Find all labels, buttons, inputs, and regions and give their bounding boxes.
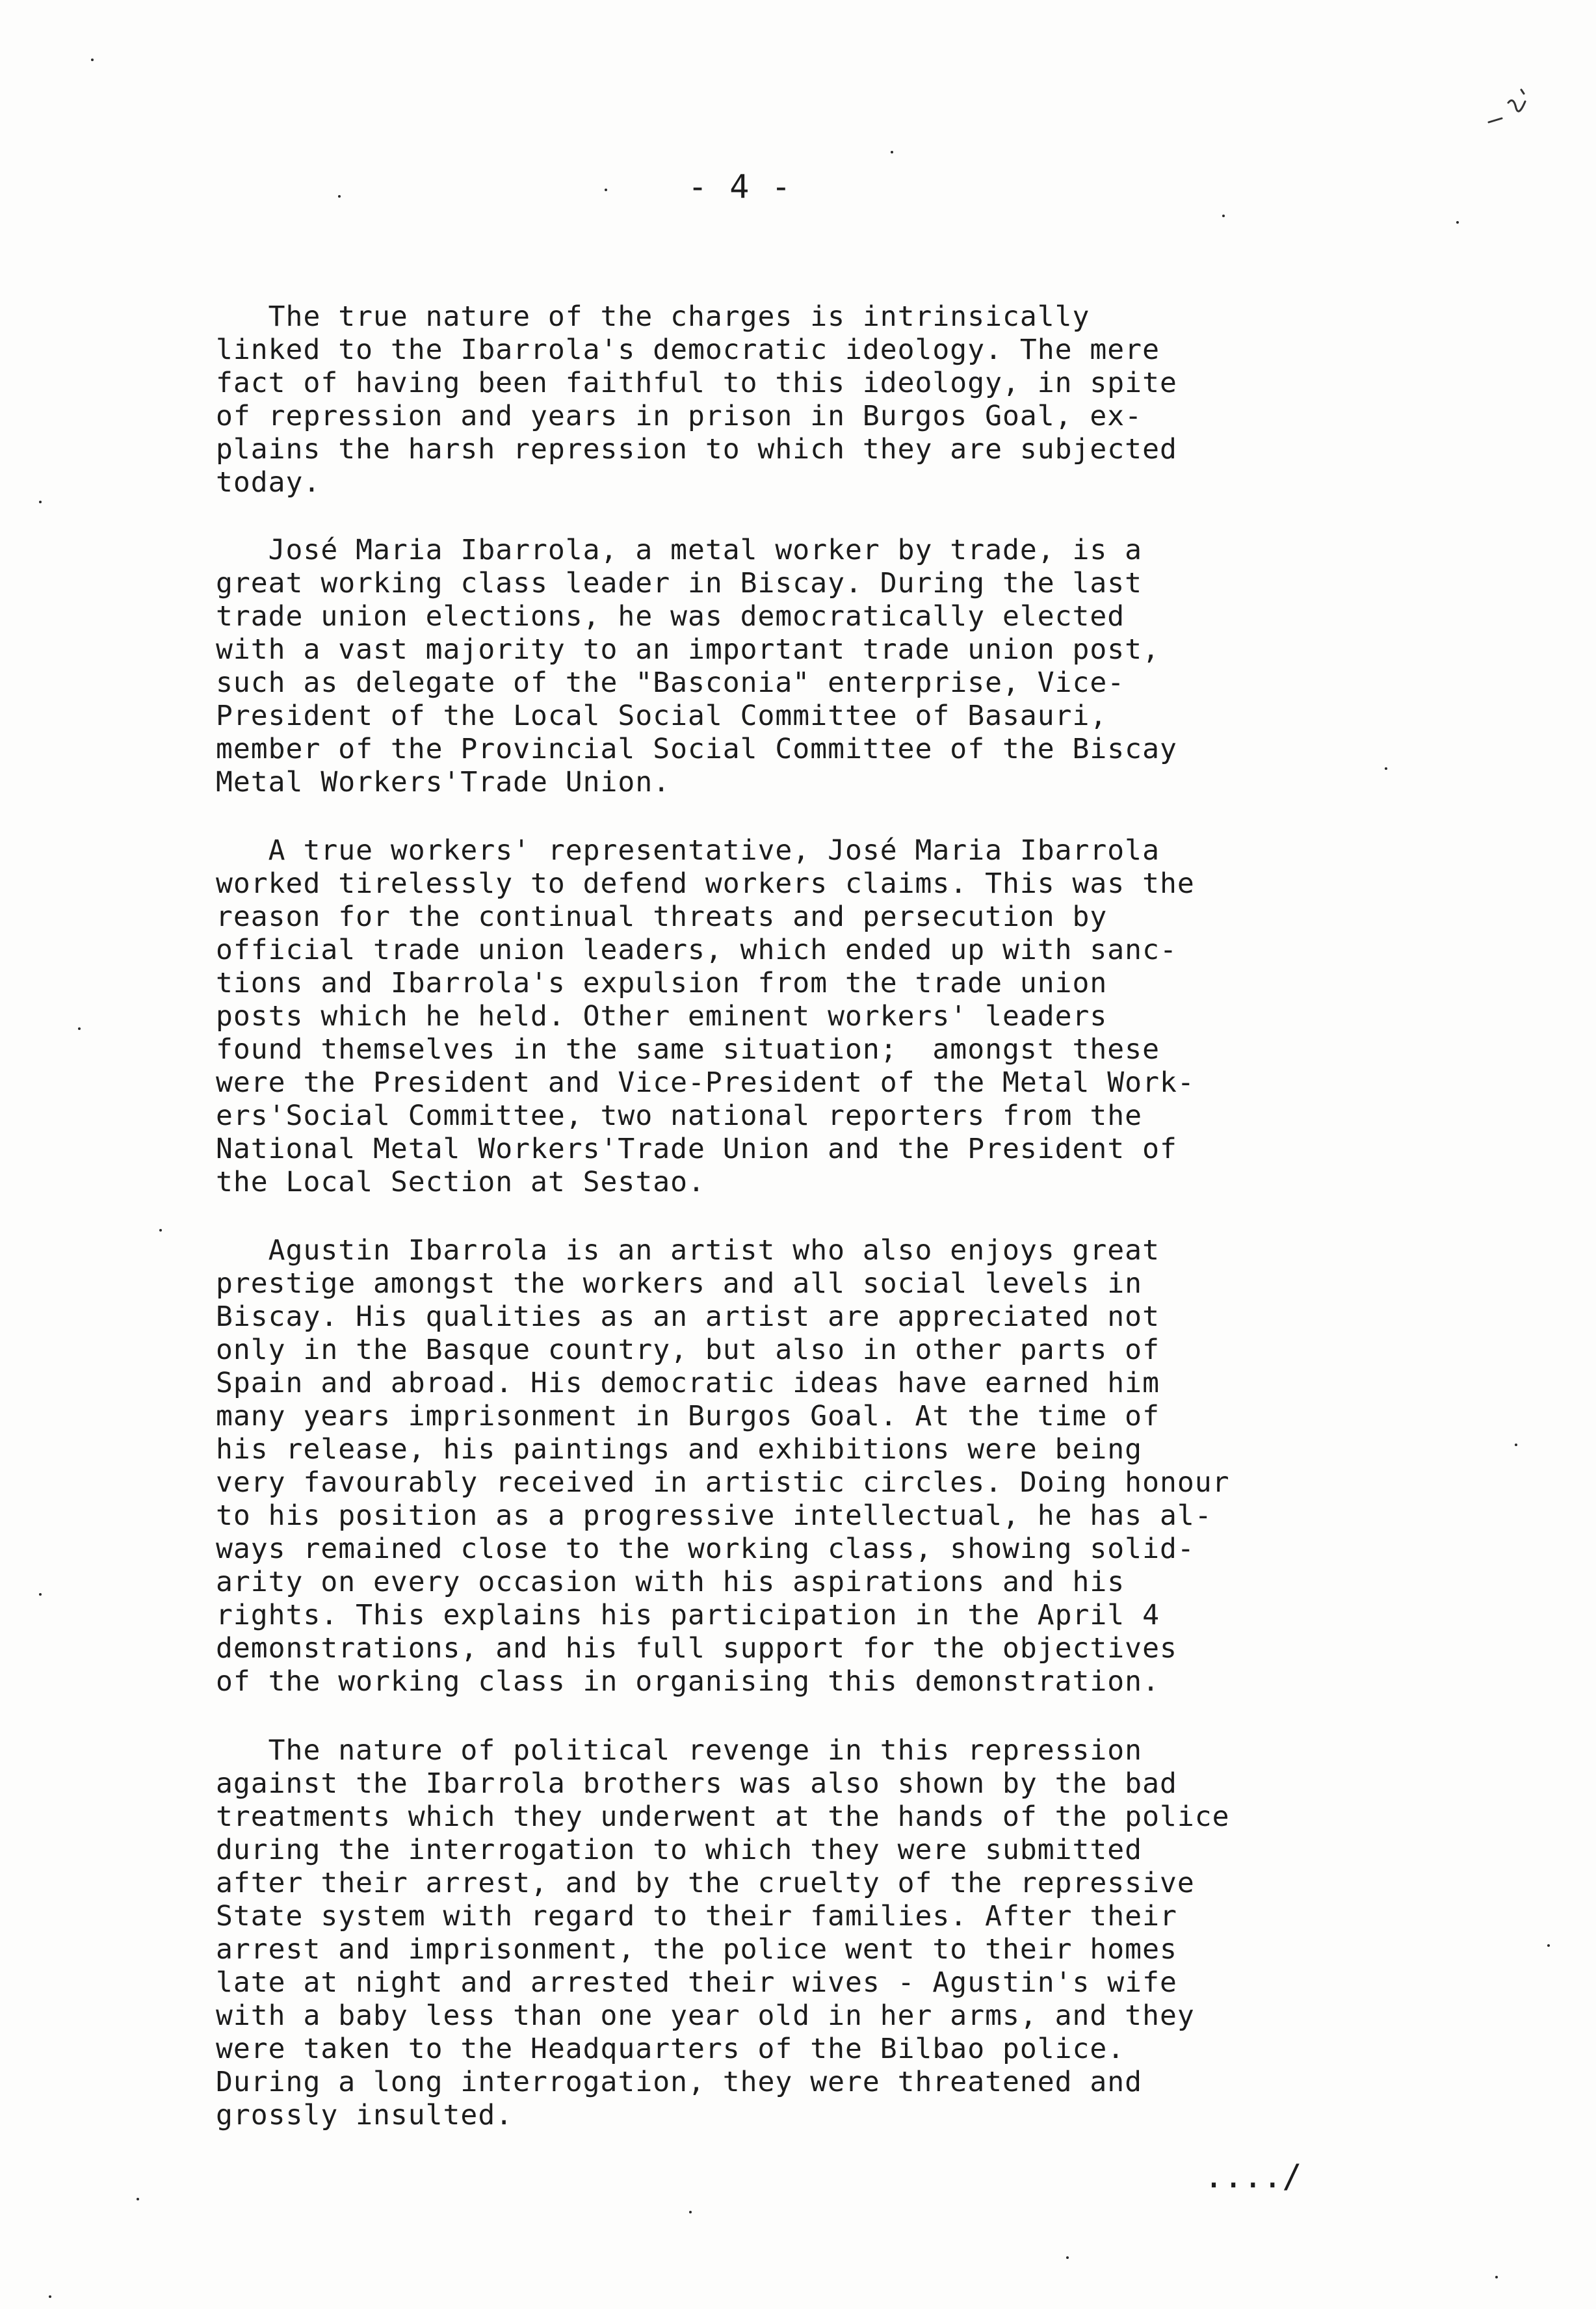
photocopy-speck [1385, 767, 1387, 770]
text-line: trade union elections, he was democratically elected [216, 600, 1125, 633]
text-line: during the interrogation to which they were submitted [216, 1834, 1143, 1866]
text-line: The true nature of the charges is intrinsically [216, 300, 1090, 333]
text-line: after their arrest, and by the cruelty of the repressive [216, 1867, 1195, 1899]
photocopy-speck [91, 59, 94, 61]
text-line: Agustin Ibarrola is an artist who also enjoys great [216, 1234, 1160, 1267]
text-line: State system with regard to their families. After their [216, 1900, 1177, 1933]
text-line: President of the Local Social Committee of Basauri, [216, 700, 1108, 732]
text-line: Biscay. His qualities as an artist are appreciated not [216, 1300, 1160, 1333]
photocopy-speck [159, 1229, 162, 1232]
paragraph-charges [216, 300, 1386, 499]
text-line: ways remained close to the working class, showing solid- [216, 1533, 1195, 1565]
text-line: his release, his paintings and exhibitions were being [216, 1433, 1143, 1466]
photocopy-speck [1495, 2276, 1498, 2278]
paragraph-workers-representative [216, 834, 1386, 1199]
text-line: treatments which they underwent at the hands of the police [216, 1801, 1230, 1833]
text-line: very favourably received in artistic circles. Doing honour [216, 1466, 1230, 1499]
text-line: only in the Basque country, but also in other parts of [216, 1334, 1160, 1366]
text-line: demonstrations, and his full support for the objectives [216, 1632, 1177, 1665]
photocopy-speck [338, 195, 341, 198]
text-line: arrest and imprisonment, the police went to their homes [216, 1933, 1177, 1966]
text-line: posts which he held. Other eminent workers' leaders [216, 1000, 1108, 1033]
text-line: Metal Workers'Trade Union. [216, 766, 671, 798]
text-line: arity on every occasion with his aspirations and his [216, 1566, 1125, 1598]
photocopy-speck [39, 1593, 42, 1596]
text-line: were taken to the Headquarters of the Bilbao police. [216, 2033, 1125, 2065]
text-line: The nature of political revenge in this repression [216, 1734, 1143, 1767]
photocopy-speck [1222, 215, 1225, 217]
text-line: today. [216, 466, 321, 499]
photocopy-speck [49, 2295, 51, 2298]
text-line: worked tirelessly to defend workers claims. This was the [216, 867, 1195, 900]
handwritten-mark-icon [1482, 77, 1541, 135]
text-line: reason for the continual threats and persecution by [216, 901, 1108, 933]
text-line: official trade union leaders, which ended up with sanc- [216, 934, 1177, 966]
photocopy-speck [78, 1027, 81, 1030]
text-line: were the President and Vice-President of the Metal Work- [216, 1066, 1195, 1099]
text-line: great working class leader in Biscay. During the last [216, 567, 1143, 600]
text-line: found themselves in the same situation; amongst these [216, 1033, 1160, 1066]
text-line: plains the harsh repression to which they are subjected [216, 433, 1177, 466]
text-line: rights. This explains his participation in the April 4 [216, 1599, 1160, 1631]
photocopy-speck [689, 2211, 692, 2213]
photocopy-speck [1066, 2256, 1069, 2259]
photocopy-speck [891, 151, 893, 153]
text-line: member of the Provincial Social Committee of the Biscay [216, 733, 1177, 765]
text-line: with a baby less than one year old in her arms, and they [216, 1999, 1195, 2032]
photocopy-speck [39, 501, 42, 503]
paragraph-agustin [216, 1234, 1386, 1698]
text-line: tions and Ibarrola's expulsion from the trade union [216, 967, 1108, 999]
page-number: - 4 - [688, 168, 792, 205]
text-line: During a long interrogation, they were threatened and [216, 2066, 1143, 2098]
paragraph-jose-maria [216, 534, 1386, 799]
text-line: to his position as a progressive intellectual, he has al- [216, 1499, 1212, 1532]
text-line: grossly insulted. [216, 2099, 514, 2131]
text-line: such as delegate of the "Basconia" enterprise, Vice- [216, 666, 1125, 699]
continuation-mark: ..../ [1204, 2157, 1302, 2195]
text-line: Spain and abroad. His democratic ideas have earned him [216, 1367, 1160, 1399]
text-line: fact of having been faithful to this ideology, in spite [216, 367, 1177, 399]
text-line: A true workers' representative, José Maria Ibarrola [216, 834, 1160, 867]
text-line: linked to the Ibarrola's democratic ideology. The mere [216, 334, 1160, 366]
text-line: José Maria Ibarrola, a metal worker by trade, is a [216, 534, 1143, 566]
text-line: National Metal Workers'Trade Union and the President of [216, 1133, 1177, 1165]
text-line: the Local Section at Sestao. [216, 1166, 705, 1198]
photocopy-speck [1515, 1444, 1517, 1446]
text-line: ers'Social Committee, two national reporters from the [216, 1100, 1143, 1132]
text-line: late at night and arrested their wives - Agustin's wife [216, 1966, 1177, 1999]
text-line: many years imprisonment in Burgos Goal. At the time of [216, 1400, 1160, 1432]
text-line: of repression and years in prison in Burgos Goal, ex- [216, 400, 1143, 432]
paragraph-political-revenge [216, 1734, 1386, 2132]
text-line: with a vast majority to an important trade union post, [216, 633, 1160, 666]
text-line: against the Ibarrola brothers was also shown by the bad [216, 1767, 1177, 1800]
photocopy-speck [1547, 1944, 1550, 1947]
photocopy-speck [605, 189, 607, 191]
text-line: prestige amongst the workers and all social levels in [216, 1267, 1143, 1300]
photocopy-speck [137, 2198, 139, 2200]
photocopy-speck [1456, 221, 1459, 224]
text-line: of the working class in organising this demonstration. [216, 1665, 1160, 1698]
